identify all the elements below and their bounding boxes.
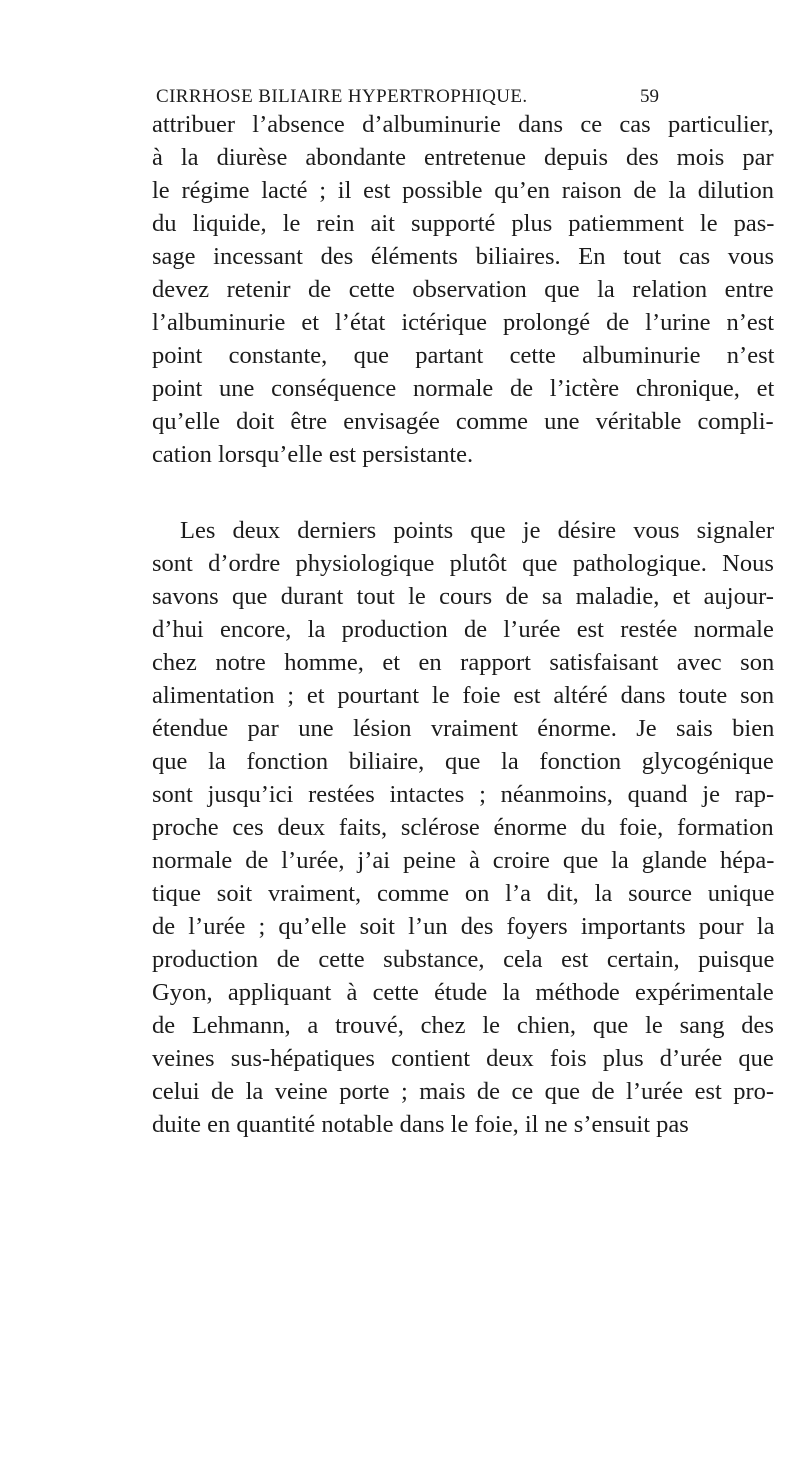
text-line: à la diurèse abondante entretenue depuis des mois par <box>152 144 774 171</box>
text-line: Gyon, appliquant à cette étude la méthode expérimentale <box>152 979 774 1006</box>
text-line: l’albuminurie et l’état ictérique prolongé de l’urine n’est <box>152 309 775 336</box>
text-line: duite en quantité notable dans le foie, il ne s’ensuit pas <box>152 1111 689 1138</box>
text-line: point une conséquence normale de l’ictère chronique, et <box>152 375 775 402</box>
text-line: devez retenir de cette observation que la relation entre <box>152 276 774 303</box>
text-line: que la fonction biliaire, que la fonction glycogénique <box>152 748 774 775</box>
text-line: veines sus-hépatiques contient deux fois plus d’urée que <box>152 1045 774 1072</box>
text-line: normale de l’urée, j’ai peine à croire que la glande hépa- <box>152 847 775 874</box>
text-line: du liquide, le rein ait supporté plus patiemment le pas- <box>152 210 775 237</box>
text-line: chez notre homme, et en rapport satisfaisant avec son <box>152 649 775 676</box>
page-number: 59 <box>640 86 659 107</box>
text-line: sont jusqu’ici restées intactes ; néanmoins, quand je rap- <box>152 781 775 808</box>
text-line: étendue par une lésion vraiment énorme. Je sais bien <box>152 715 775 742</box>
text-line: savons que durant tout le cours de sa maladie, et aujour- <box>152 583 774 610</box>
text-line: alimentation ; et pourtant le foie est altéré dans toute son <box>152 682 775 709</box>
text-line: Les deux derniers points que je désire vous signaler <box>180 517 775 544</box>
text-line: cation lorsqu’elle est persistante. <box>152 441 474 468</box>
text-line: de l’urée ; qu’elle soit l’un des foyers importants pour la <box>152 913 775 940</box>
running-head-title: CIRRHOSE BILIAIRE HYPERTROPHIQUE. <box>156 86 528 107</box>
text-line: celui de la veine porte ; mais de ce que de l’urée est pro- <box>152 1078 775 1105</box>
text-line: sont d’ordre physiologique plutôt que pathologique. Nous <box>152 550 774 577</box>
text-line: attribuer l’absence d’albuminurie dans ce cas particulier, <box>152 111 774 138</box>
text-line: d’hui encore, la production de l’urée est restée normale <box>152 616 774 643</box>
text-line: tique soit vraiment, comme on l’a dit, la source unique <box>152 880 775 907</box>
text-line: qu’elle doit être envisagée comme une véritable compli- <box>152 408 774 435</box>
text-line: proche ces deux faits, sclérose énorme du foie, formation <box>152 814 774 841</box>
text-line: sage incessant des éléments biliaires. En tout cas vous <box>152 243 775 270</box>
text-line: le régime lacté ; il est possible qu’en raison de la dilution <box>152 177 774 204</box>
text-line: de Lehmann, a trouvé, chez le chien, que le sang des <box>152 1012 774 1039</box>
text-line: production de cette substance, cela est certain, puisque <box>152 946 775 973</box>
text-line: point constante, que partant cette albuminurie n’est <box>152 342 775 369</box>
